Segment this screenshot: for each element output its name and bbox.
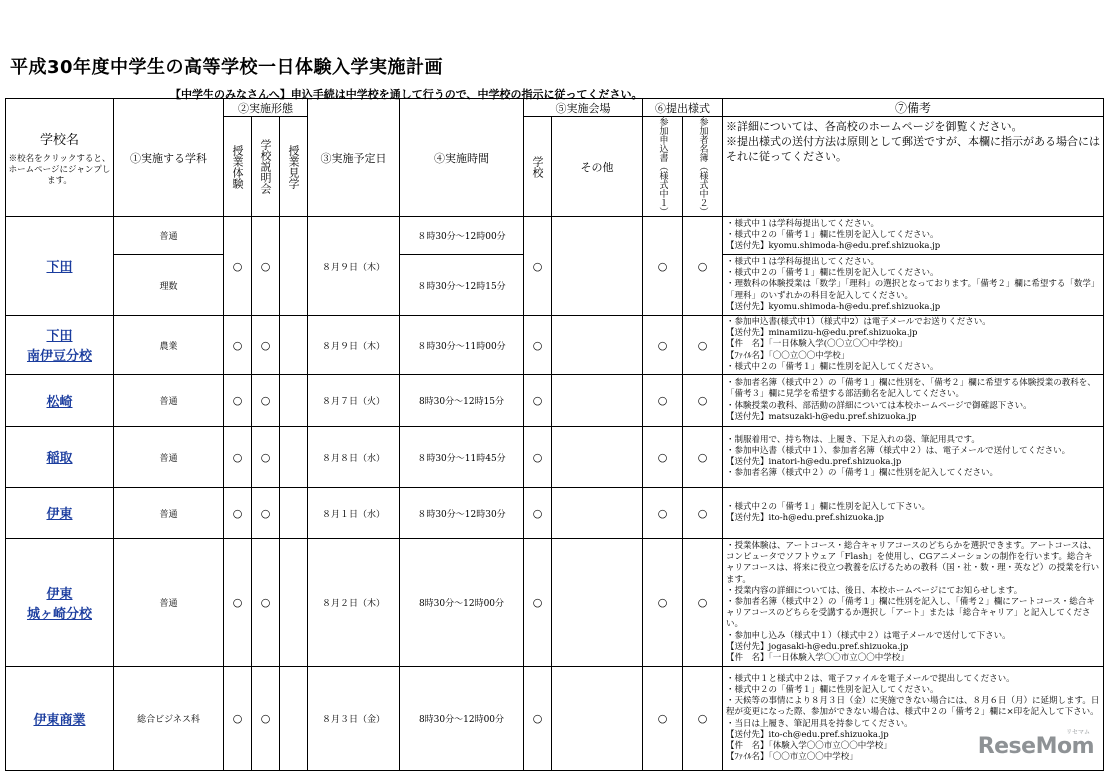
school-link-matsuzaki[interactable]: 松崎 [46,394,73,410]
venue-school-mark: ○ [524,375,552,427]
form-3-empty [280,217,308,316]
form-2-mark: ○ [252,667,280,771]
form-2-mark: ○ [252,375,280,427]
venue-school-mark: ○ [524,539,552,667]
dept-header: ①実施する学科 [114,99,224,217]
venue-school-mark: ○ [524,427,552,488]
note-cell: ・制服着用で、持ち物は、上履き、下足入れの袋、筆記用具です。 ・参加申込書（様式中１）、参加者名簿（様式中２）は、電子メールで送付してください。 【送付先】inatori-h@edu.pref.shizuoka.jp ・参加者名簿（様式中２）の「備考１」欄に性別を記入してください。 [723,427,1104,488]
note-cell: ・様式中１は学科毎提出してください。 ・様式中２の「備考１」欄に性別を記入してください。 ・理数科の体験授業は「数学」「理科」の選択となっております。「備考２」欄に希望する「数学」「理科」のいずれかの科目を記入してください。 【送付先】kyomu.shimoda-h@edu.pref.shizuoka.jp [723,255,1104,316]
time-cell: 8時30分～12時00分 [400,667,524,771]
dept-cell: 普通 [114,217,224,255]
form-3-empty [280,667,308,771]
form-3-header: 授業見学 [280,117,308,217]
form-2-mark: ○ [252,217,280,316]
submit-2-header: 参加者名簿（様式中２） [683,117,723,217]
time-cell: ８時30分～11時00分 [400,316,524,375]
school-link-ito-shogyo[interactable]: 伊東商業 [33,712,86,728]
school-link-jogasaki[interactable] [27,587,92,622]
school-name-line-1: 下田 [46,329,73,344]
note-cell: ・参加者名簿（様式中２）の「備考１」欄に性別を、「備考２」欄に希望する体験授業の教科を、「備考３」欄に見学を希望する部活動名を記入してください。 ・体験授業の教科、部活動の詳細については本校ホームページで御確認下さい。 【送付先】matsuzaki-h@edu.pref.shizuoka.jp [723,375,1104,427]
note-cell: ・様式中１と様式中２は、電子ファイルを電子メールで提出してください。 ・様式中２の「備考１」欄に性別を記入してください。 ・天候等の事情により８月３日（金）に実施できない場合には、８月６日（月）に延期します。日程が変更になった際、参加ができない場合は、様式中２の「備考２」欄に×印を記入して下さい。 ・当日は上履き、筆記用具を持参してください。 【送付先】ito-ch@edu.pref.shizuoka.jp 【件 名】「体験入学〇〇市立〇〇中学校」 【ﾌｧｲﾙ名】「〇〇市立〇〇中学校」 [723,667,1104,771]
school-cell [6,488,114,539]
submit-2-mark: ○ [683,316,723,375]
school-link-minamiizu[interactable] [27,329,92,364]
school-cell [6,316,114,375]
dept-cell: 普通 [114,375,224,427]
dept-cell: 普通 [114,427,224,488]
school-cell [6,217,114,316]
form-1-header: 授業体験 [224,117,252,217]
time-header: ④実施時間 [400,99,524,217]
note-cell: ・様式中１は学科毎提出してください。 ・様式中２の「備考１」欄に性別を記入してください。 【送付先】kyomu.shimoda-h@edu.pref.shizuoka.jp [723,217,1104,255]
venue-other-empty [552,375,643,427]
venue-other-empty [552,217,643,316]
dept-cell: 普通 [114,539,224,667]
form-2-mark: ○ [252,539,280,667]
form-1-mark: ○ [224,667,252,771]
school-name-line-2: 城ヶ崎分校 [26,606,92,622]
submit-1-mark: ○ [643,539,683,667]
dept-cell: 総合ビジネス科 [114,667,224,771]
time-cell: 8時30分～12時15分 [400,375,524,427]
school-link-ito[interactable]: 伊東 [46,507,73,523]
venue-school-mark: ○ [524,488,552,539]
venue-group-header: ⑤実施会場 [524,99,643,117]
form-3-empty [280,539,308,667]
school-name-line-1: 伊東 [46,586,73,602]
form-1-mark: ○ [224,427,252,488]
time-cell: 8時30分～12時00分 [400,539,524,667]
school-cell [6,539,114,667]
submit-1-mark: ○ [643,316,683,375]
page-title: 平成30年度中学生の高等学校一日体験入学実施計画 [10,57,444,78]
submit-group-header: ⑥提出様式 [643,99,723,117]
date-cell: ８月３日（金） [308,667,400,771]
form-3-empty [280,375,308,427]
time-cell: ８時30分～12時00分 [400,217,524,255]
venue-school-mark: ○ [524,316,552,375]
form-3-empty [280,427,308,488]
table-row [6,539,1104,667]
venue-school-mark: ○ [524,217,552,316]
table-row [6,667,1104,771]
venue-other-empty [552,667,643,771]
dept-cell: 普通 [114,488,224,539]
date-header: ③実施予定日 [308,99,400,217]
bikou-header: ⑦備考 [723,99,1104,117]
form-group-header: ②実施形態 [224,99,308,117]
form-3-empty [280,316,308,375]
venue-other-header: その他 [552,117,643,217]
form-1-mark: ○ [224,539,252,667]
note-cell: ・様式中２の「備考１」欄に性別を記入して下さい。 【送付先】ito-h@edu.pref.shizuoka.jp [723,488,1104,539]
form-2-header: 学校説明会 [252,117,280,217]
school-cell [6,427,114,488]
date-cell: ８月１日（水） [308,488,400,539]
date-cell: ８月９日（木） [308,316,400,375]
school-cell [6,667,114,771]
school-name-line-2: 南伊豆分校 [26,349,92,364]
note-cell: ・授業体験は、アートコース・総合キャリアコースのどちらかを選択できます。アートコースは、コンピュータでソフトウェア「Flash」を使用し、CGアニメーションの制作を行います。総合キャリアコースは、将来に役立つ教養を広げるための教科（国・社・数・理・英など）の授業を行います。 ・授業内容の詳細については、後日、本校ホームページにてお知らせします。 ・参加者名簿（様式中２）の「備考１」欄に性別を記入し、「備考２」欄にアートコース・総合キャリアコースのどちらを受講するか選択し「アート」または「総合キャリア」と記入してください。 ・参加申し込み（様式中１）（様式中２）は電子メールで送付して下さい。 【送付先】jogasaki-h@edu.pref.shizuoka.jp 【件 名】「一日体験入学〇〇市立〇〇中学校」 [723,539,1104,667]
school-header: 学校名 ※校名をクリックすると、ホームページにジャンプします。 [6,99,114,217]
table-row [6,316,1104,375]
form-1-mark: ○ [224,316,252,375]
date-cell: ８月２日（木） [308,539,400,667]
dept-cell: 理数 [114,255,224,316]
venue-other-empty [552,488,643,539]
submit-2-mark: ○ [683,667,723,771]
school-cell [6,375,114,427]
submit-2-mark: ○ [683,539,723,667]
table-row [6,427,1104,488]
note-cell: ・参加申込書(様式中1）（様式中2）は電子メールでお送りください。 【送付先】minamiizu-h@edu.pref.shizuoka.jp 【件 名】「一日体験入学(〇〇立〇〇中学校)」 【ﾌｧｲﾙ名】「〇〇立〇〇中学校」 ・様式中２の「備考１」欄に性別を記入してください。 [723,316,1104,375]
table-row [6,217,1104,255]
submit-1-mark: ○ [643,667,683,771]
dept-cell: 農業 [114,316,224,375]
time-cell: ８時30分～12時30分 [400,488,524,539]
notice-text: 【中学生のみなさんへ】申込手続は中学校を通して行うので、中学校の指示に従ってください。 [170,88,643,101]
resemom-logo: ReseMom リセマム [977,729,1094,759]
date-cell: ８月９日（木） [308,217,400,316]
form-2-mark: ○ [252,316,280,375]
bikou-instructions: ※詳細については、各高校のホームページを御覧ください。 ※提出様式の送付方法は原則として郵送ですが、本欄に指示がある場合にはそれに従ってください。 [723,117,1104,217]
submit-2-mark: ○ [683,488,723,539]
plan-table [5,98,1104,771]
form-2-mark: ○ [252,427,280,488]
submit-1-mark: ○ [643,375,683,427]
submit-2-mark: ○ [683,427,723,488]
date-cell: ８月８日（水） [308,427,400,488]
submit-1-header: 参加申込書（様式中１） [643,117,683,217]
venue-other-empty [552,316,643,375]
time-cell: ８時30分～11時45分 [400,427,524,488]
form-1-mark: ○ [224,488,252,539]
submit-2-mark: ○ [683,217,723,316]
time-cell: ８時30分～12時15分 [400,255,524,316]
form-1-mark: ○ [224,375,252,427]
form-2-mark: ○ [252,488,280,539]
school-link-inatori[interactable]: 稲取 [46,451,73,467]
submit-2-mark: ○ [683,375,723,427]
submit-1-mark: ○ [643,427,683,488]
submit-1-mark: ○ [643,217,683,316]
submit-1-mark: ○ [643,488,683,539]
form-3-empty [280,488,308,539]
venue-other-empty [552,427,643,488]
table-row [6,488,1104,539]
header-row-1 [6,99,1104,117]
date-cell: ８月７日（火） [308,375,400,427]
venue-other-empty [552,539,643,667]
venue-school-header: 学校 [524,117,552,217]
venue-school-mark: ○ [524,667,552,771]
table-row [6,375,1104,427]
school-link-shimoda[interactable]: 下田 [46,260,73,275]
form-1-mark: ○ [224,217,252,316]
